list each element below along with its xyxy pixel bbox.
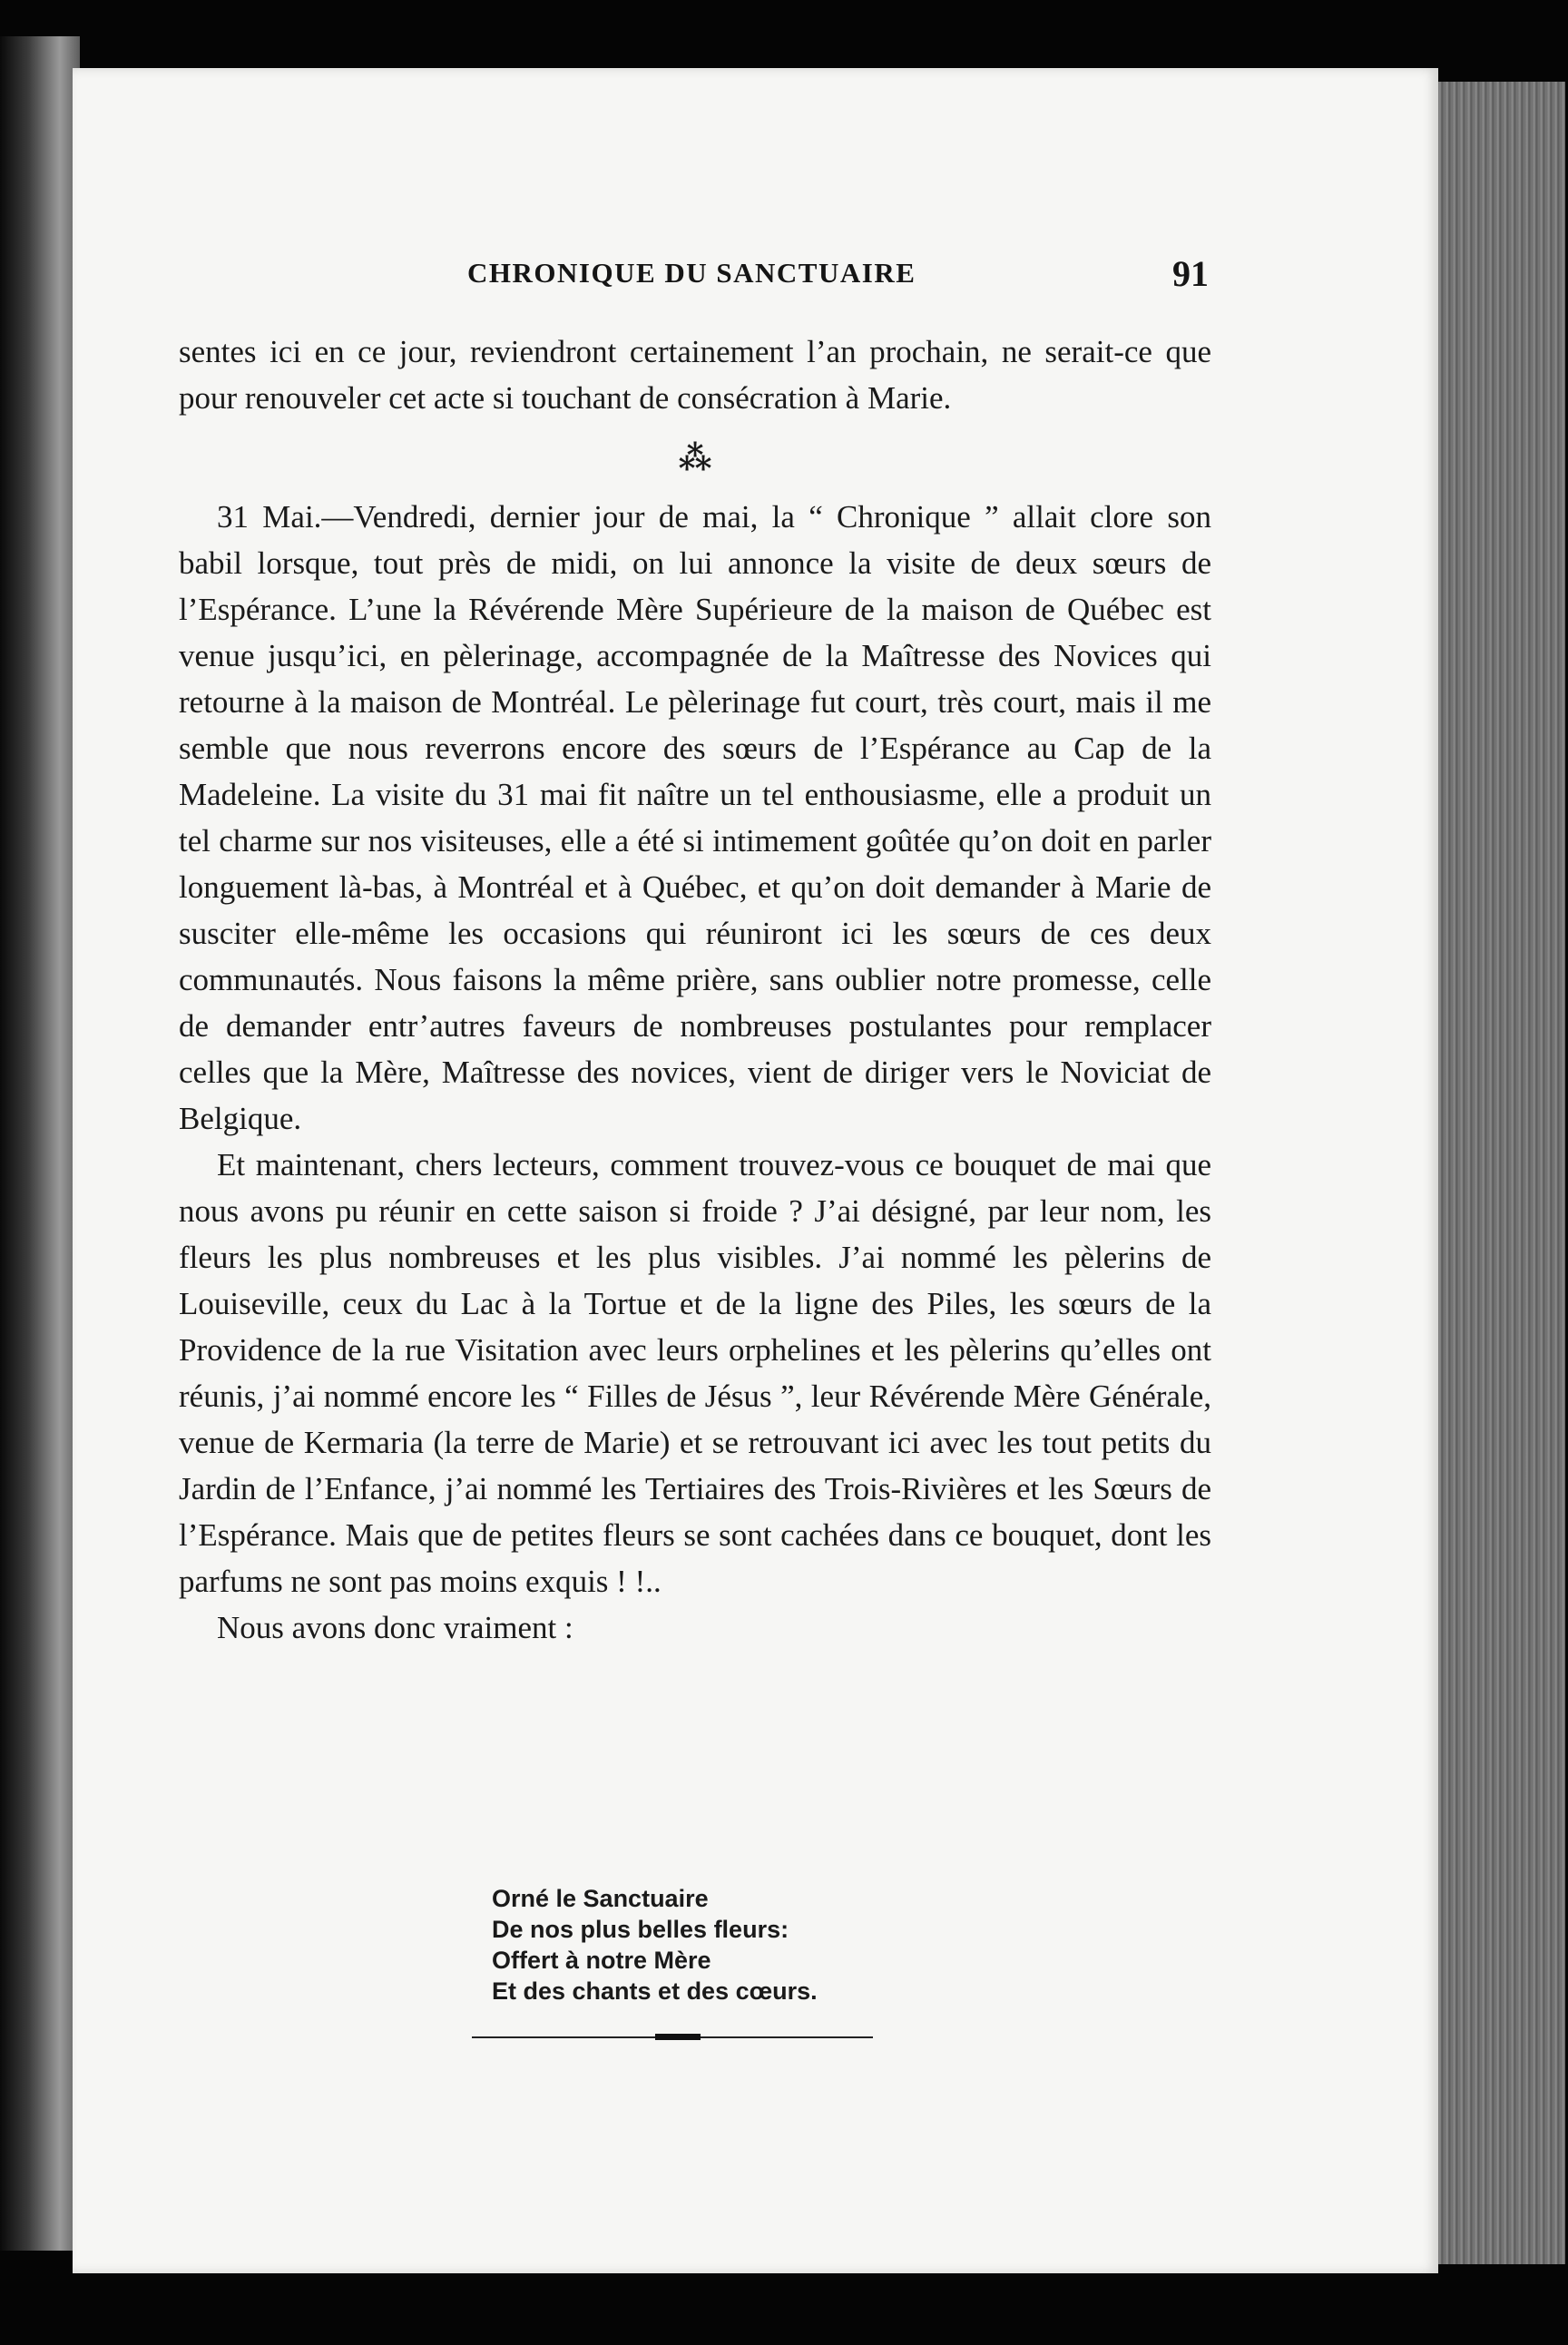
left-page-edge: [0, 36, 80, 2251]
paragraph-continued: sentes ici en ce jour, reviendront certainement l’an prochain, ne serait-ce que pour renouveler cet acte si touchant de consécration à Marie.: [179, 334, 1211, 416]
paragraph-31-mai: 31 Mai.—Vendredi, dernier jour de mai, la “ Chronique ” allait clore son babil lorsque, tout près de midi, on lui annonce la visite de deux sœurs de l’Espérance. L’une la Révérende Mère Supérieure de la maison de Québec est venue jusqu’ici, en pèlerinage, accompagnée de la Maîtresse des Novices qui retourne à la maison de Montréal. Le pèlerinage fut court, très court, mais il me semble que nous reverrons encore des sœurs de l’Espérance au Cap de la Madeleine. La visite du 31 mai fit naître un tel enthousiasme, elle a produit un tel charme sur nos visiteuses, elle a été si intimement goûtée qu’on doit en parler longuement là-bas, à Montréal et à Québec, et qu’on doit demander à Marie de susciter elle-même les occasions qui réuniront ici les sœurs de ces deux communautés. Nous faisons la même prière, sans oublier notre promesse, celle de demander entr’autres faveurs de nombreuses postulantes pour remplacer celles que la Mère, Maîtresse des novices, vient de diriger vers le Noviciat de Belgique.: [179, 499, 1211, 1136]
paragraph-conclusion: Nous avons donc vraiment :: [217, 1610, 573, 1645]
paragraph-bouquet: Et maintenant, chers lecteurs, comment trouvez-vous ce bouquet de mai que nous avons pu réunir en cette saison si froide ? J’ai désigné, par leur nom, les fleurs les plus nombreuses et les plus visibles. J’ai nommé les pèlerins de Louiseville, ceux du Lac à la Tortue et de la ligne des Piles, les sœurs de la Providence de la rue Visitation avec leurs orphelines et les pèlerins qu’elles ont réunis, j’ai nommé encore les “ Filles de Jésus ”, leur Révérende Mère Générale, venue de Kermaria (la terre de Marie) et se retrouvant ici avec les tout petits du Jardin de l’Enfance, j’ai nommé les Tertiaires des Trois-Rivières et les Sœurs de l’Espérance. Mais que de petites fleurs se sont cachées dans ce bouquet, dont les parfums ne sont pas moins exquis ! !..: [179, 1147, 1211, 1599]
poem: [492, 1883, 818, 2006]
poem-line: Et des chants et des cœurs.: [492, 1977, 818, 2005]
closing-rule-ornament: [655, 2034, 701, 2040]
page-number: 91: [1172, 253, 1209, 294]
poem-line: De nos plus belles fleurs:: [492, 1916, 789, 1943]
asterism-separator: ⁂: [678, 440, 712, 476]
poem-line: Orné le Sanctuaire: [492, 1885, 709, 1912]
body-text: [179, 329, 1211, 1651]
poem-line: Offert à notre Mère: [492, 1947, 711, 1974]
running-title: CHRONIQUE DU SANCTUAIRE: [467, 257, 916, 289]
